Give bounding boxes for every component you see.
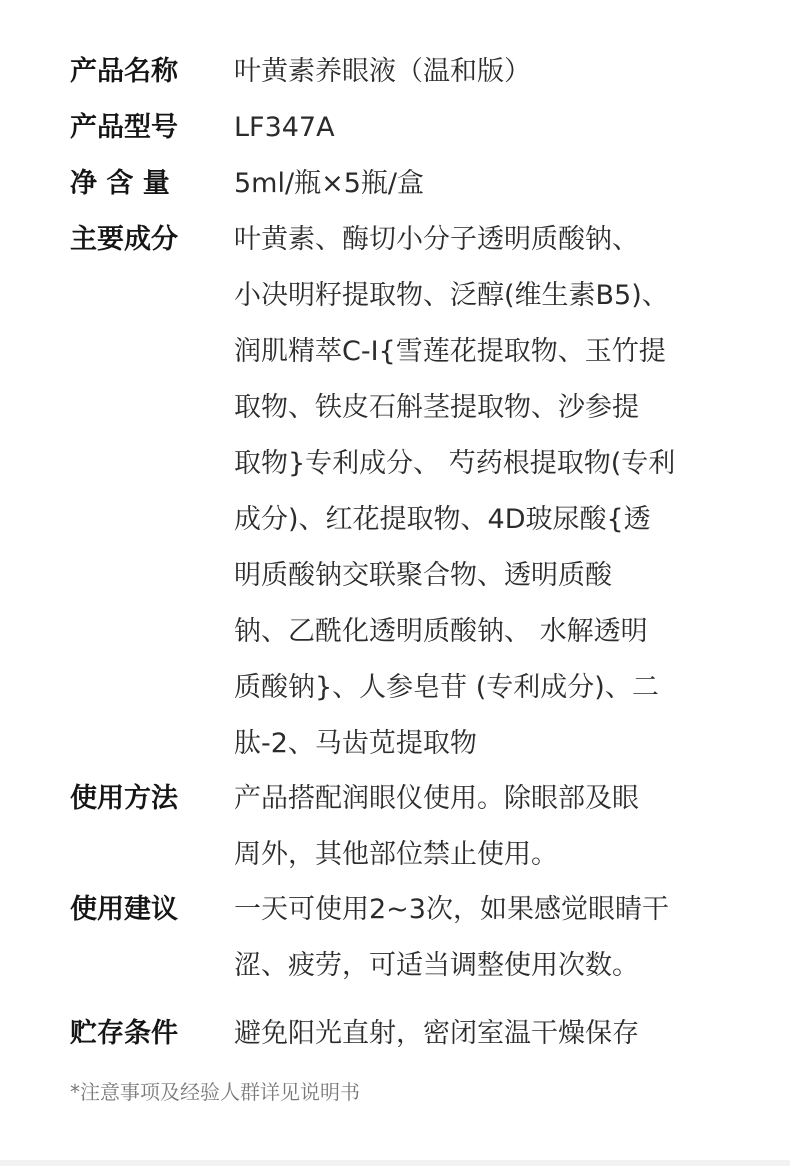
spec-label: 净 含 量	[70, 168, 170, 199]
spec-label: 产品名称	[70, 56, 178, 87]
spec-value	[234, 882, 730, 994]
spec-value-line: LF347A	[234, 112, 335, 143]
spec-label: 产品型号	[70, 112, 178, 143]
spec-value-line: 叶黄素、酶切小分子透明质酸钠、	[234, 224, 639, 255]
spec-value-line: 一天可使用2~3次，如果感觉眼睛干	[234, 894, 669, 925]
spec-value	[234, 156, 730, 212]
spec-label: 使用建议	[70, 894, 178, 925]
spec-value-line: 润肌精萃C-I{雪莲花提取物、玉竹提	[234, 336, 666, 367]
spec-value-line: 产品搭配润眼仪使用。除眼部及眼	[234, 783, 639, 814]
spec-value-line: 钠、乙酰化透明质酸钠、 水解透明	[234, 616, 648, 647]
spec-value-line: 取物、铁皮石斛茎提取物、沙参提	[234, 392, 639, 423]
spec-value	[234, 100, 730, 156]
spec-value	[234, 44, 730, 100]
spec-value-line: 肽-2、马齿苋提取物	[234, 728, 477, 759]
spec-value-line: 成分)、红花提取物、4D玻尿酸{透	[234, 504, 651, 535]
spec-label: 主要成分	[70, 224, 178, 255]
spec-value	[234, 212, 730, 772]
spec-value-line: 涩、疲劳，可适当调整使用次数。	[234, 950, 639, 981]
spec-value-line: 避免阳光直射，密闭室温干燥保存	[234, 1018, 639, 1049]
spec-label: 贮存条件	[70, 1018, 178, 1049]
spec-value	[234, 771, 730, 883]
spec-value-line: 取物}专利成分、 芍药根提取物(专利	[234, 448, 676, 479]
spec-value-line: 质酸钠}、人参皂苷 (专利成分)、二	[234, 672, 659, 703]
spec-value	[234, 1006, 730, 1062]
footnote: *注意事项及经验人群详见说明书	[70, 1080, 360, 1104]
spec-value-line: 周外，其他部位禁止使用。	[234, 839, 558, 870]
spec-value-line: 叶黄素养眼液（温和版）	[234, 56, 531, 87]
spec-value-line: 5ml/瓶×5瓶/盒	[234, 168, 424, 199]
spec-value-line: 小决明籽提取物、泛醇(维生素B5)、	[234, 280, 669, 311]
spec-label: 使用方法	[70, 783, 178, 814]
spec-value-line: 明质酸钠交联聚合物、透明质酸	[234, 560, 612, 591]
bottom-divider	[0, 1160, 790, 1166]
